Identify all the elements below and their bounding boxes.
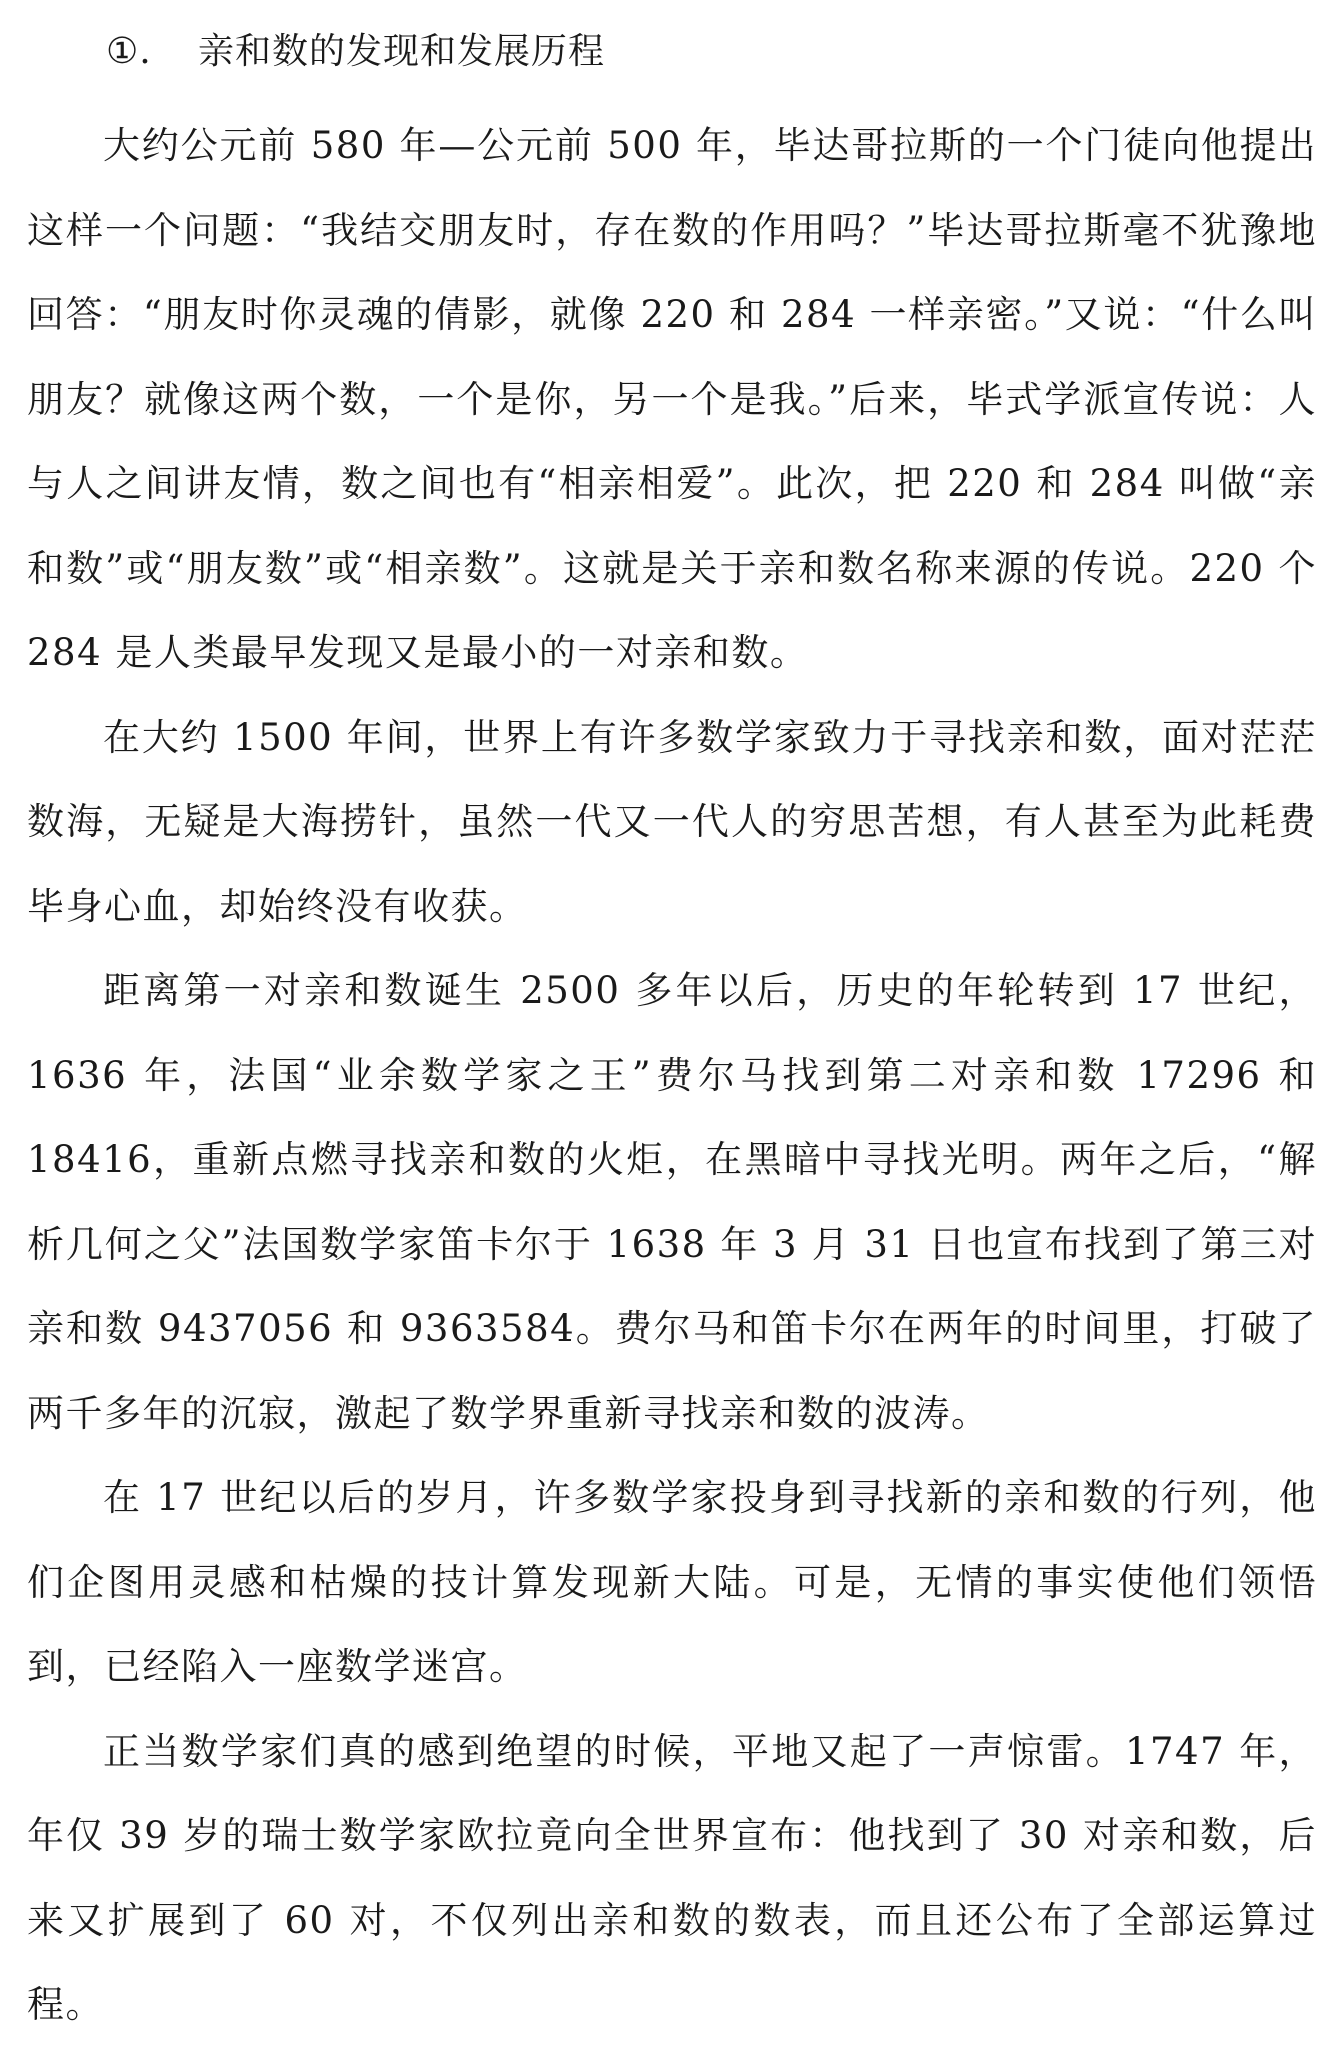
section-heading [106,22,605,82]
paragraph-euler: 正当数学家们真的感到绝望的时候，平地又起了一声惊雷。1747 年，年仅 39 岁的瑞士数学家欧拉竟向全世界宣布：他找到了 30 对亲和数，后来又扩展到了 60 对，不仅列出亲和数的数表，而且还公布了全部运算过程。 [27,1729,1317,2026]
paragraph-17th-century: 在 17 世纪以后的岁月，许多数学家投身到寻找新的亲和数的行列，他们企图用灵感和枯燥的技计算发现新大陆。可是，无情的事实使他们领悟到，已经陷入一座数学迷宫。 [27,1476,1317,1688]
section-number: ①. [106,31,152,72]
paragraph-search-1500-years: 在大约 1500 年间，世界上有许多数学家致力于寻找亲和数，面对茫茫数海，无疑是大海捞针，虽然一代又一代人的穷思苦想，有人甚至为此耗费毕身心血，却始终没有收获。 [27,715,1317,928]
section-title: 亲和数的发现和发展历程 [198,31,606,72]
paragraph-fermat-descartes: 距离第一对亲和数诞生 2500 多年以后，历史的年轮转到 17 世纪，1636 年，法国“业余数学家之王”费尔马找到第二对亲和数 17296 和 18416，重新点燃寻找亲和数的火炬，在黑暗中寻找光明。两年之后，“解析几何之父”法国数学家笛卡尔于 1638 年 3 月 31 日也宣布找到了第三对亲和数 9437056 和 9363584。费尔马和笛卡尔在两年的时间里，打破了两千多年的沉寂，激起了数学界重新寻找亲和数的波涛。 [27,969,1317,1435]
paragraph-pythagoras: 大约公元前 580 年—公元前 500 年，毕达哥拉斯的一个门徒向他提出这样一个问题：“我结交朋友时，存在数的作用吗？”毕达哥拉斯毫不犹豫地回答：“朋友时你灵魂的倩影，就像 220 和 284 一样亲密。”又说：“什么叫朋友？就像这两个数，一个是你，另一个是我。”后来，毕式学派宣传说：人与人之间讲友情，数之间也有“相亲相爱”。此次，把 220 和 284 叫做“亲和数”或“朋友数”或“相亲数”。这就是关于亲和数名称来源的传说。220 个 284 是人类最早发现又是最小的一对亲和数。 [27,124,1317,674]
body-text [27,104,1317,2048]
